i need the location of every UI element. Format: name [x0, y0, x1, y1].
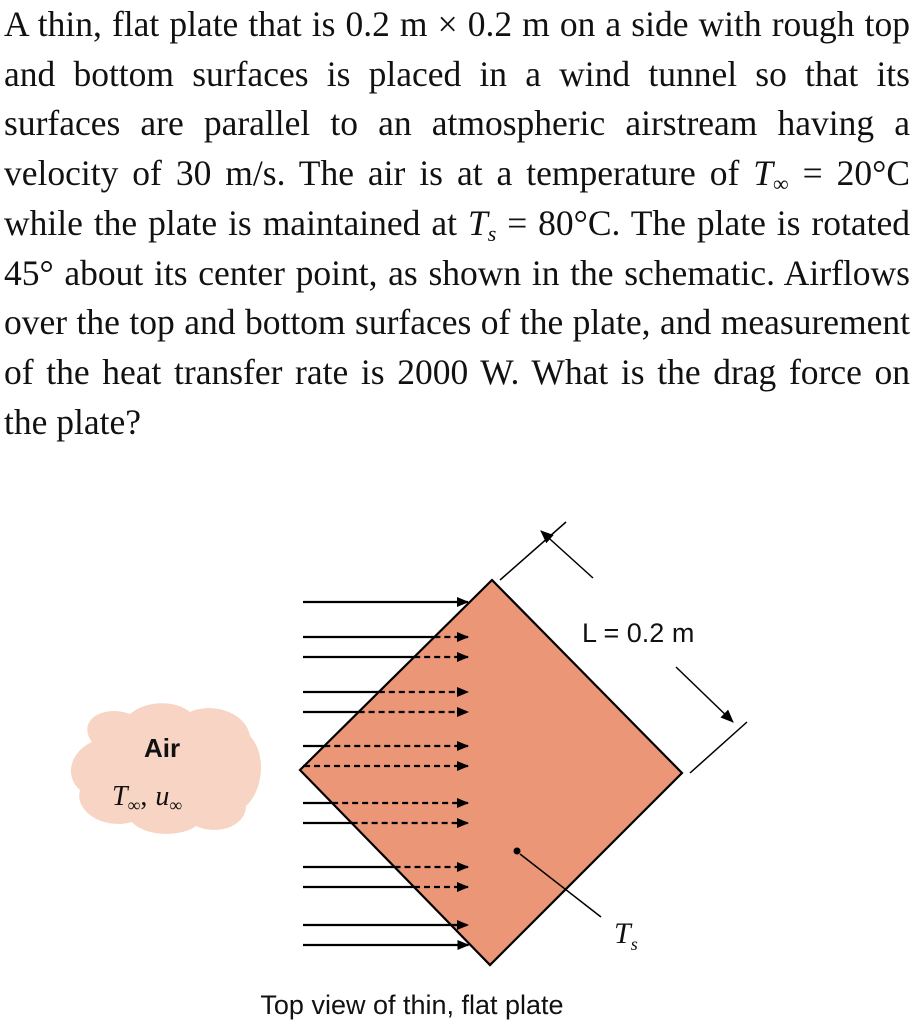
- air-temp-subscript: ∞: [127, 795, 141, 815]
- figure-caption: Top view of thin, flat plate: [260, 990, 564, 1020]
- problem-text-part-2: = 20°C while the plate is maintained at: [4, 153, 910, 243]
- t-s-subscript: s: [487, 220, 497, 246]
- problem-text-part-3: = 80°C. The plate is rotated 45° about its center point, as shown in the schematic. Airflows over the top and bottom surfaces of the plate, and measurement of the heat transfer rate is 2000 W. What is the drag force on the plate?: [4, 202, 910, 442]
- plate-center-point: [514, 848, 521, 855]
- dimension-extension-top: [500, 522, 566, 580]
- surface-temp-subscript: s: [630, 934, 638, 954]
- air-temp-symbol: T: [112, 781, 128, 812]
- dimension-extension-bottom: [690, 722, 747, 773]
- dimension-line-upper: [541, 531, 593, 578]
- t-s-symbol: T: [467, 202, 488, 243]
- surface-temp-label: [614, 917, 638, 954]
- air-velocity-subscript: ∞: [169, 795, 183, 815]
- length-label: L = 0.2 m: [582, 618, 695, 648]
- air-label: Air: [143, 733, 181, 763]
- dimension-line-lower: [676, 667, 733, 722]
- air-velocity-symbol: u: [155, 781, 170, 812]
- t-infinity-symbol: T: [753, 153, 773, 194]
- schematic-svg: [0, 500, 916, 1024]
- air-cloud: [71, 703, 261, 834]
- surface-temp-symbol: T: [614, 917, 631, 950]
- t-infinity-subscript: ∞: [773, 171, 789, 197]
- problem-paragraph: [4, 0, 910, 447]
- problem-text-part-1: A thin, flat plate that is 0.2 m × 0.2 m on a side with rough top and bottom surfaces is placed in a wind tunnel so that its surfaces are parallel to an atmospheric airstream having a velocity of 30 m/s. The air is at a temperature of: [4, 4, 910, 194]
- problem-statement: [4, 0, 910, 447]
- schematic-figure: [0, 500, 916, 1024]
- air-label-separator: ,: [140, 781, 148, 812]
